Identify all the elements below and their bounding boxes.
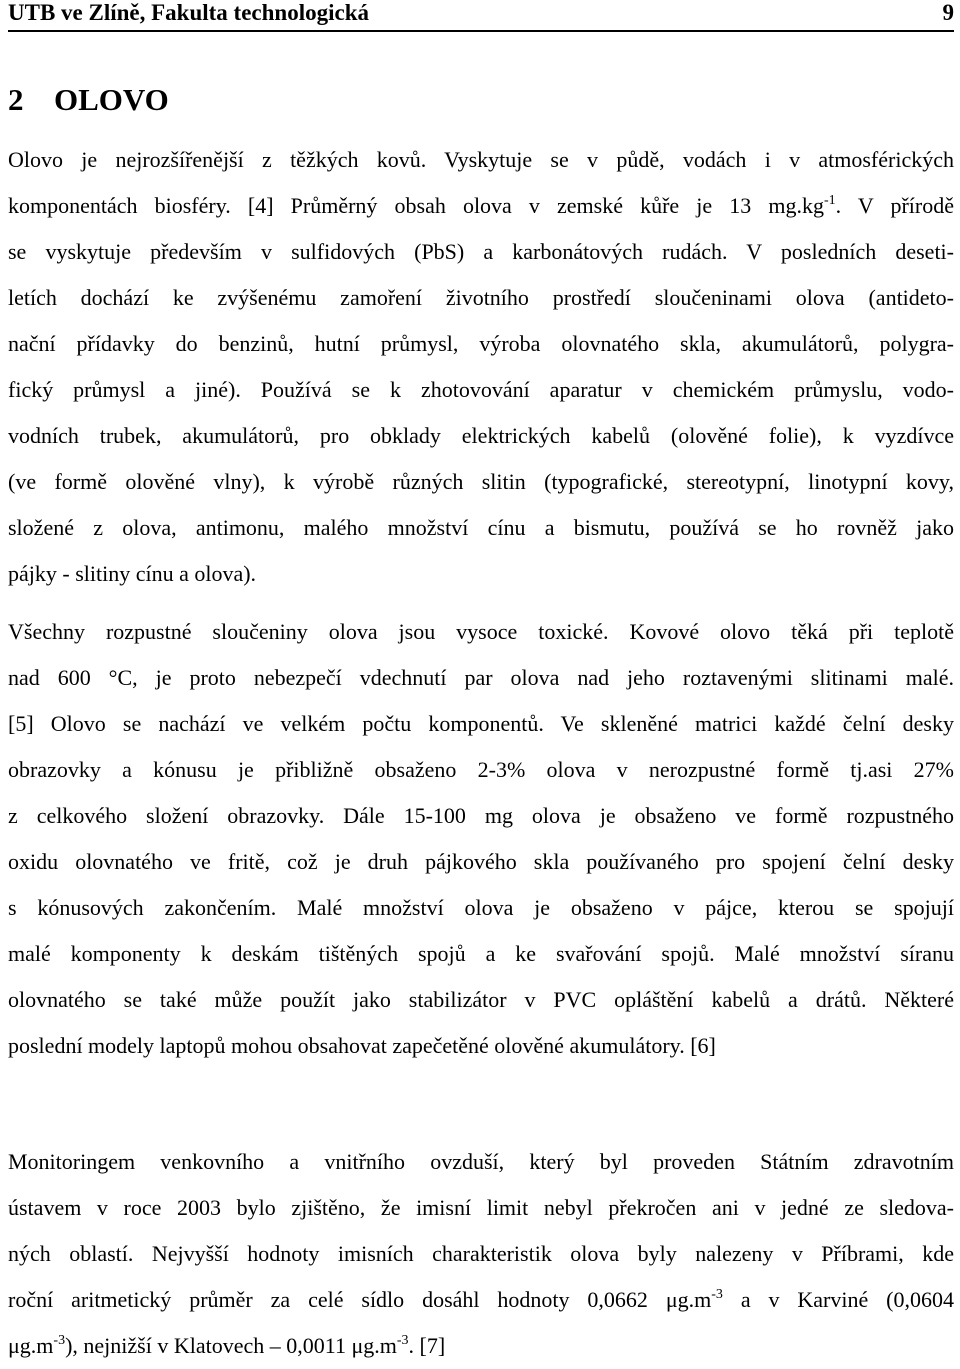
text-line: Monitoringem venkovního a vnitřního ovzduší, který byl proveden Státním zdravotním (8, 1149, 954, 1174)
text-line: malé komponenty k deskám tištěných spojů a ke svařování spojů. Malé množství síranu (8, 941, 954, 966)
text-segment: ), nejnižší v Klatovech – 0,0011 μg.m (65, 1333, 397, 1358)
header-title: UTB ve Zlíně, Fakulta technologická (8, 0, 369, 25)
chapter-number: 2 (8, 82, 24, 117)
page-header (8, 0, 954, 32)
text-line: obrazovky a kónusu je přibližně obsaženo 2-3% olova v nerozpustné formě tj.asi 27% (8, 757, 954, 782)
paragraph-monitoring (8, 1139, 954, 1369)
text-line: Všechny rozpustné sloučeniny olova jsou vysoce toxické. Kovové olovo těká při teplotě (8, 619, 954, 644)
text-segment: μg.m (8, 1333, 54, 1358)
text-line: složené z olova, antimonu, malého množství cínu a bismutu, používá se ho rovněž jako (8, 515, 954, 540)
text-line: oxidu olovnatého ve fritě, což je druh pájkového skla používaného pro spojení čelní desky (8, 849, 954, 874)
superscript: -3 (711, 1287, 723, 1302)
text-line: poslední modely laptopů mohou obsahovat zapečetěné olověné akumulátory. [6] (8, 1033, 716, 1058)
text-segment: . V přírodě (835, 193, 955, 218)
text-segment: komponentách biosféry. [4] Průměrný obsah olova v zemské kůře je 13 mg.kg (8, 193, 824, 218)
text-line: nad 600 °C, je proto nebezpečí vdechnutí par olova nad jeho roztavenými slitinami malé. (8, 665, 954, 690)
text-line: letích dochází ke zvýšenému zamoření životního prostředí sloučeninami olova (antideto- (8, 285, 954, 310)
text-line: olovnatého se také může použít jako stabilizátor v PVC opláštění kabelů a drátů. Některé (8, 987, 954, 1012)
text-line: (ve formě olověné vlny), k výrobě různých slitin (typografické, stereotypní, linotypní kovy, (8, 469, 954, 494)
superscript: -3 (396, 1333, 409, 1348)
chapter-heading (8, 80, 169, 120)
page-number: 9 (942, 0, 954, 25)
text-line: fický průmysl a jiné). Používá se k zhotovování aparatur v chemickém průmyslu, vodo- (8, 377, 954, 402)
paragraph-toxicity (8, 609, 954, 1069)
text-line (8, 183, 954, 229)
text-line: [5] Olovo se nachází ve velkém počtu komponentů. Ve skleněné matrici každé čelní desky (8, 711, 954, 736)
text-line (8, 1277, 954, 1323)
chapter-title: OLOVO (54, 82, 169, 117)
superscript: -1 (824, 193, 836, 208)
text-line: z celkového složení obrazovky. Dále 15-100 mg olova je obsaženo ve formě rozpustného (8, 803, 954, 828)
superscript: -3 (53, 1333, 66, 1348)
text-segment: a v Karviné (0,0604 (722, 1287, 954, 1312)
text-line: ústavem v roce 2003 bylo zjištěno, že imisní limit nebyl překročen ani v jedné ze sledova- (8, 1195, 954, 1220)
text-line: pájky - slitiny cínu a olova). (8, 561, 257, 586)
text-line: s kónusových zakončením. Malé množství olova je obsaženo v pájce, kterou se spojují (8, 895, 954, 920)
text-line (8, 1323, 954, 1369)
text-segment: . [7] (408, 1333, 446, 1358)
text-line: se vyskytuje především v sulfidových (PbS) a karbonátových rudách. V posledních deseti- (8, 239, 954, 264)
text-segment: roční aritmetický průměr za celé sídlo dosáhl hodnoty 0,0662 μg.m (8, 1287, 712, 1312)
text-line: ných oblastí. Nejvyšší hodnoty imisních charakteristik olova byly nalezeny v Příbrami, kde (8, 1241, 954, 1266)
paragraph-intro (8, 137, 954, 597)
text-line: nační přídavky do benzinů, hutní průmysl, výroba olovnatého skla, akumulátorů, polygra- (8, 331, 954, 356)
text-line: Olovo je nejrozšířenější z těžkých kovů. Vyskytuje se v půdě, vodách i v atmosférických (8, 147, 954, 172)
text-line: vodních trubek, akumulátorů, pro obklady elektrických kabelů (olověné folie), k vyzdívce (8, 423, 954, 448)
